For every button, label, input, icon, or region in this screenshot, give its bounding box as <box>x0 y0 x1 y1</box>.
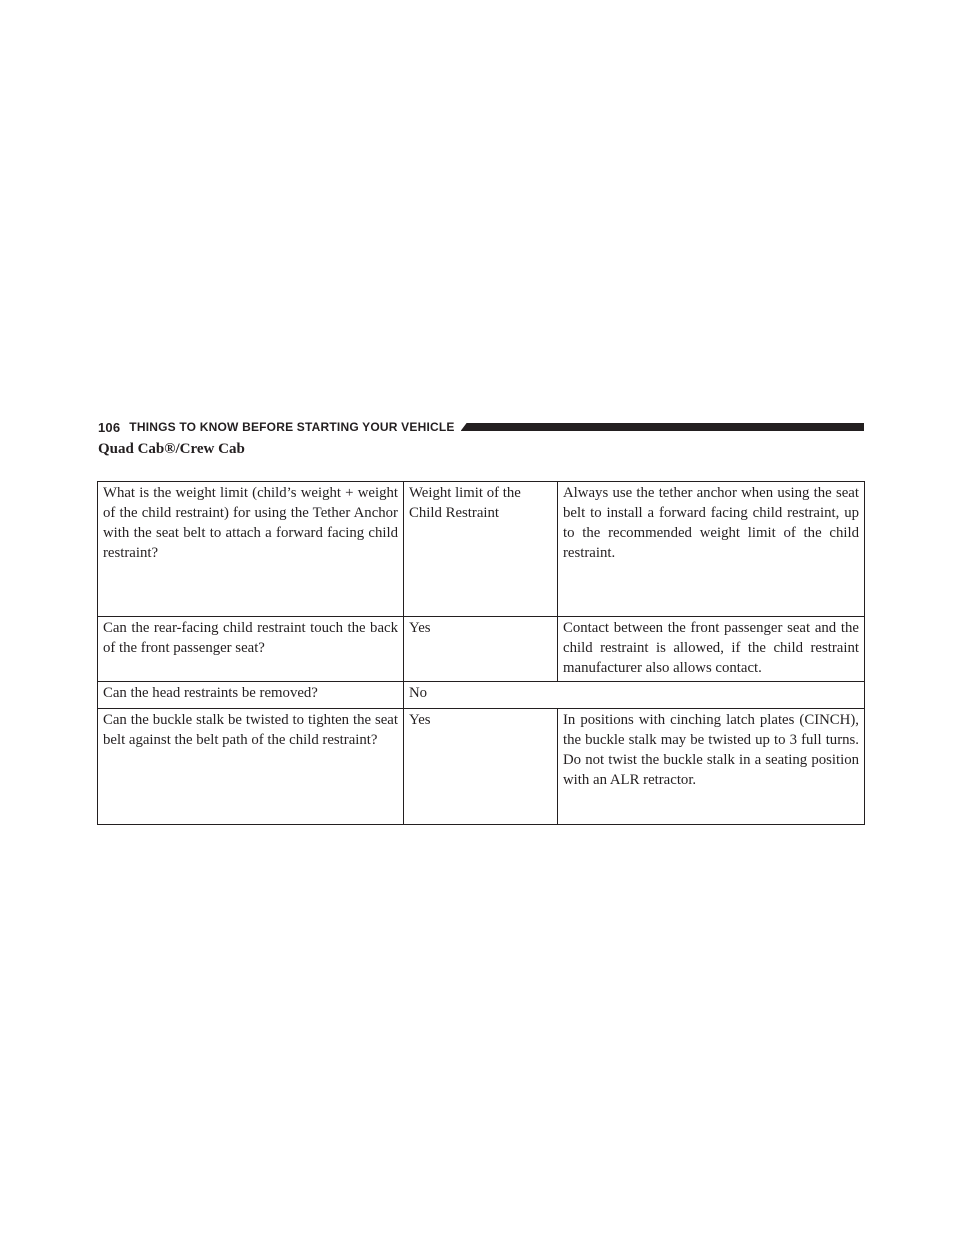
info-table <box>97 481 865 825</box>
page-number: 106 <box>98 419 121 435</box>
subheading: Quad Cab®/Crew Cab <box>98 441 245 457</box>
notes-cell: In positions with cinching latch plates (CINCH), the buckle stalk may be twisted up to 3 full turns. Do not twist the buckle stalk in a seating position with an ALR retractor. <box>558 709 865 825</box>
answer-cell: Weight limit of the Child Restraint <box>404 482 558 617</box>
table-row <box>98 617 865 682</box>
question-cell: Can the head restraints be removed? <box>98 682 404 709</box>
question-cell: What is the weight limit (child’s weight + weight of the child restraint) for using the Tether Anchor with the seat belt to attach a forward facing child restraint? <box>98 482 404 617</box>
table-row <box>98 482 865 617</box>
table-row <box>98 709 865 825</box>
question-cell: Can the rear-facing child restraint touch the back of the front passenger seat? <box>98 617 404 682</box>
notes-cell: Contact between the front passenger seat and the child restraint is allowed, if the child restraint manufacturer also allows contact. <box>558 617 865 682</box>
notes-cell: Always use the tether anchor when using the seat belt to install a forward facing child restraint, up to the recommended weight limit of the child restraint. <box>558 482 865 617</box>
question-cell: Can the buckle stalk be twisted to tighten the seat belt against the belt path of the child restraint? <box>98 709 404 825</box>
page-header <box>98 417 864 437</box>
answer-cell: Yes <box>404 617 558 682</box>
answer-cell: Yes <box>404 709 558 825</box>
header-rule <box>461 423 864 431</box>
section-title: THINGS TO KNOW BEFORE STARTING YOUR VEHICLE <box>129 420 455 434</box>
answer-cell: No <box>404 682 865 709</box>
table-row <box>98 682 865 709</box>
